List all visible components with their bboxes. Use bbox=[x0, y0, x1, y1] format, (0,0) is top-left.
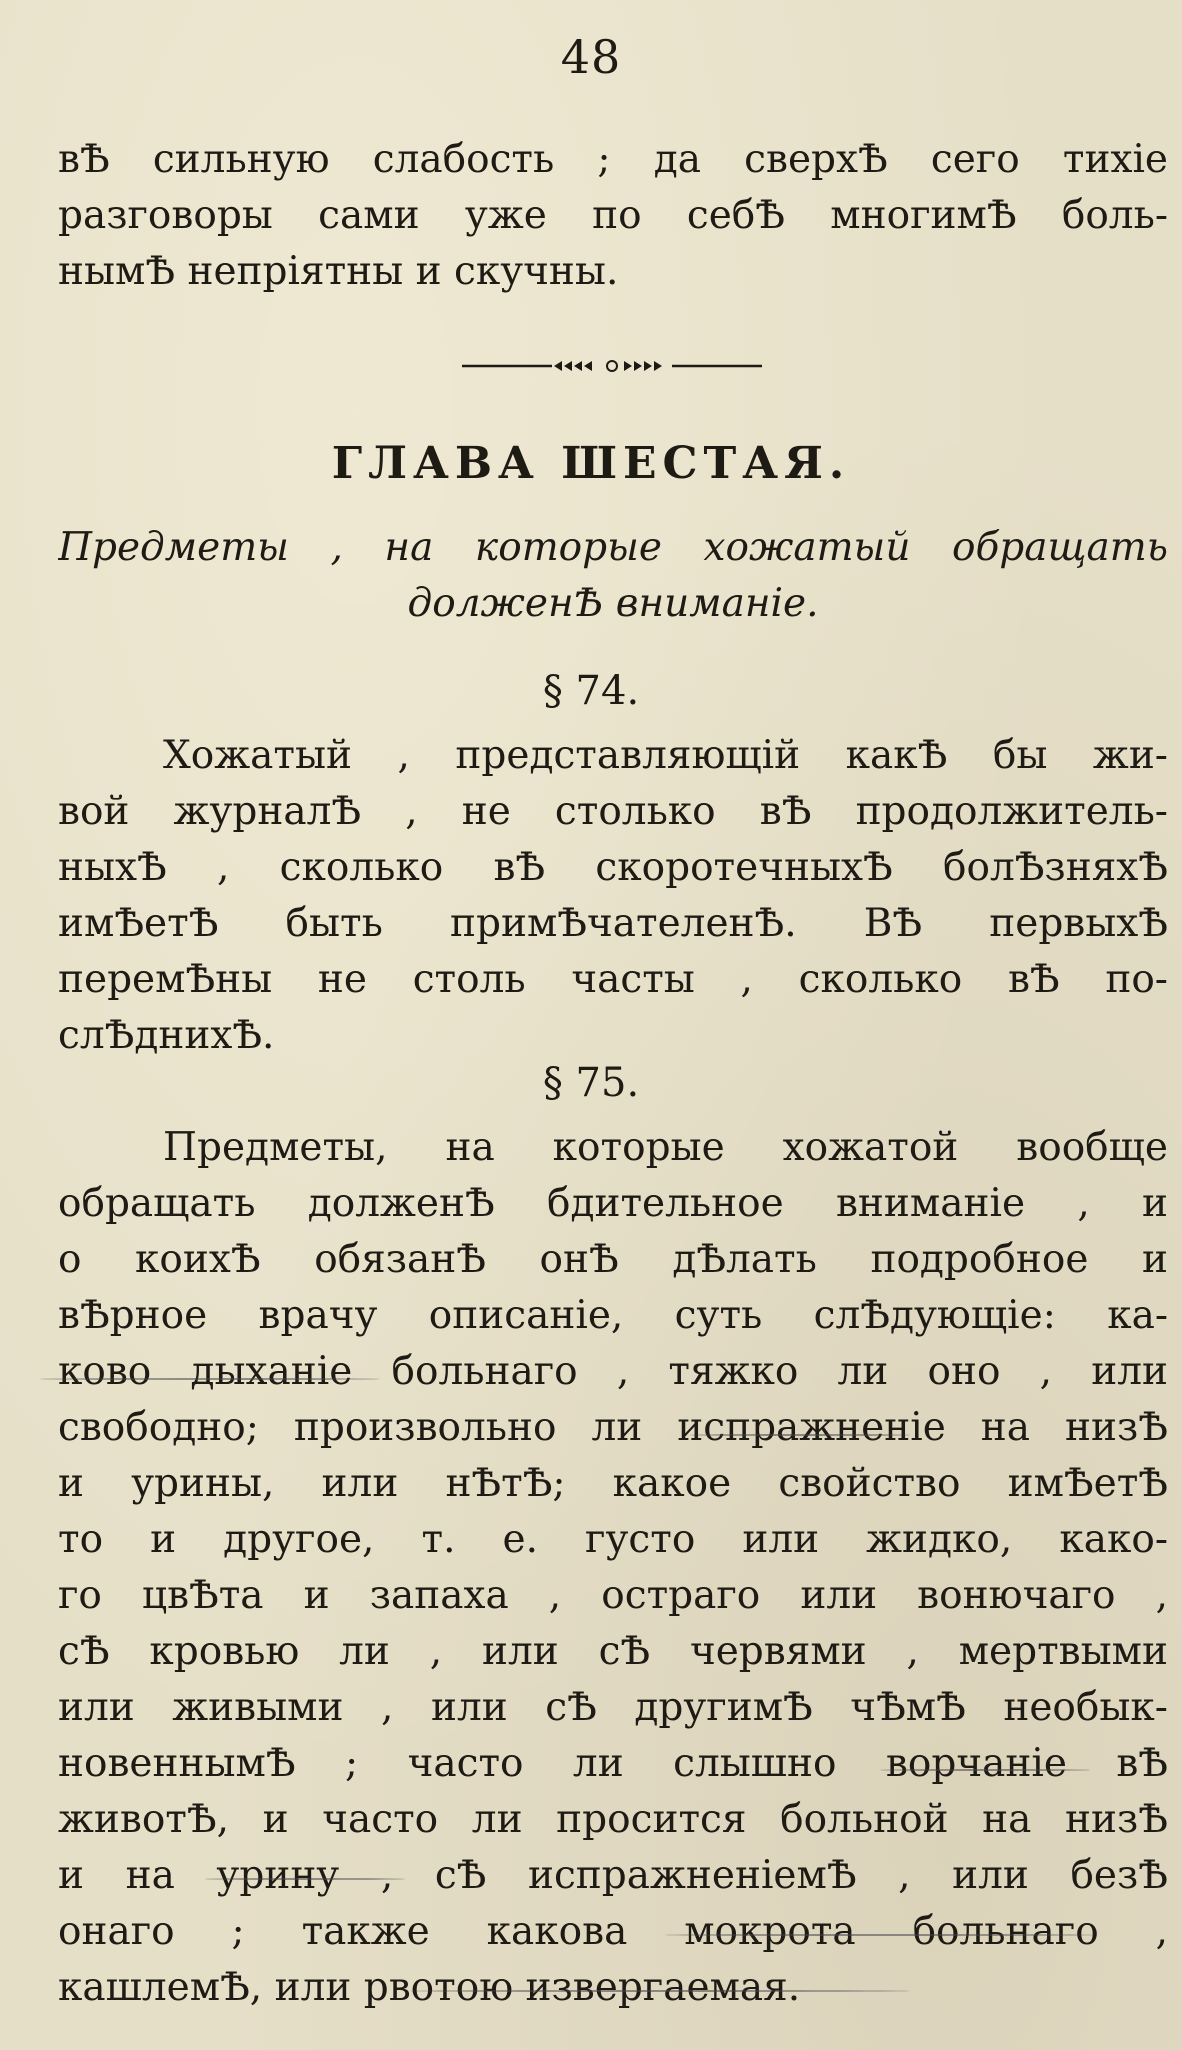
pencil-underline bbox=[410, 1990, 910, 1992]
chapter-subtitle bbox=[58, 520, 1168, 632]
text-line: Хожатый , представляющій какѢ бы жи- bbox=[163, 733, 1168, 778]
text-line: то и другое, т. е. густо или жидко, како- bbox=[58, 1517, 1168, 1562]
pencil-underline bbox=[665, 1934, 1095, 1936]
text-line: нымѢ непріятны и скучны. bbox=[58, 249, 619, 294]
chapter-title: ГЛАВА ШЕСТАЯ. bbox=[331, 438, 851, 489]
pencil-underline bbox=[690, 1434, 910, 1436]
text-line: вѢ сильную слабость ; да сверхѢ сего тихіе bbox=[58, 137, 1168, 182]
text-line: разговоры сами уже по себѢ многимѢ боль- bbox=[58, 193, 1168, 238]
text-line: Предметы, на которые хожатой вообще bbox=[163, 1125, 1168, 1170]
section-mark-74: § 74. bbox=[542, 668, 640, 714]
text-line: вѢрное врачу описаніе, суть слѢдующіе: ка- bbox=[58, 1293, 1168, 1338]
section-mark-75: § 75. bbox=[542, 1060, 640, 1106]
text-line: ныхѢ , сколько вѢ скоротечныхѢ болѢзняхѢ bbox=[58, 845, 1168, 890]
page-number: 48 bbox=[560, 30, 622, 84]
text-line: о коихѢ обязанѢ онѢ дѢлать подробное и bbox=[58, 1237, 1168, 1282]
pencil-underline bbox=[40, 1378, 380, 1380]
text-line: свободно; произвольно ли испражненіе на низѢ bbox=[58, 1405, 1168, 1450]
text-line: или живыми , или сѢ другимѢ чѢмѢ необык- bbox=[58, 1685, 1168, 1730]
text-line: и на урину , сѢ испражненіемѢ , или безѢ bbox=[58, 1853, 1168, 1898]
text-line: кашлемѢ, или рвотою извергаемая. bbox=[58, 1965, 801, 2010]
pencil-underline bbox=[205, 1878, 405, 1880]
text-line: перемѢны не столь часты , сколько вѢ по- bbox=[58, 957, 1168, 1002]
text-line: ково дыханіе больнаго , тяжко ли оно , или bbox=[58, 1349, 1168, 1394]
text-line: го цвѢта и запаха , остраго или вонючаго , bbox=[58, 1573, 1168, 1618]
text-line: онаго ; также какова мокрота больнаго , bbox=[58, 1909, 1168, 1954]
text-line: вой журналѢ , не столько вѢ продолжитель- bbox=[58, 789, 1168, 834]
pencil-underline bbox=[880, 1769, 1090, 1771]
section-75-paragraph bbox=[58, 1120, 1168, 2016]
subtitle-line: долженѢ вниманіе. bbox=[407, 581, 819, 626]
subtitle-line: Предметы , на которые хожатый обращать bbox=[58, 525, 1168, 570]
text-line: сѢ кровью ли , или сѢ червями , мертвыми bbox=[58, 1629, 1168, 1674]
text-line: животѢ, и часто ли просится больной на низѢ bbox=[58, 1797, 1168, 1842]
text-line: слѢднихѢ. bbox=[58, 1013, 275, 1058]
text-line: и урины, или нѢтѢ; какое свойство имѢетѢ bbox=[58, 1461, 1168, 1506]
ornamental-divider bbox=[462, 356, 762, 376]
opening-paragraph bbox=[58, 132, 1168, 300]
section-74-paragraph bbox=[58, 728, 1168, 1064]
text-line: обращать долженѢ бдительное вниманіе , и bbox=[58, 1181, 1168, 1226]
text-line: имѢетѢ быть примѢчателенѢ. ВѢ первыхѢ bbox=[58, 901, 1168, 946]
text-line: новеннымѢ ; часто ли слышно ворчаніе вѢ bbox=[58, 1741, 1168, 1786]
